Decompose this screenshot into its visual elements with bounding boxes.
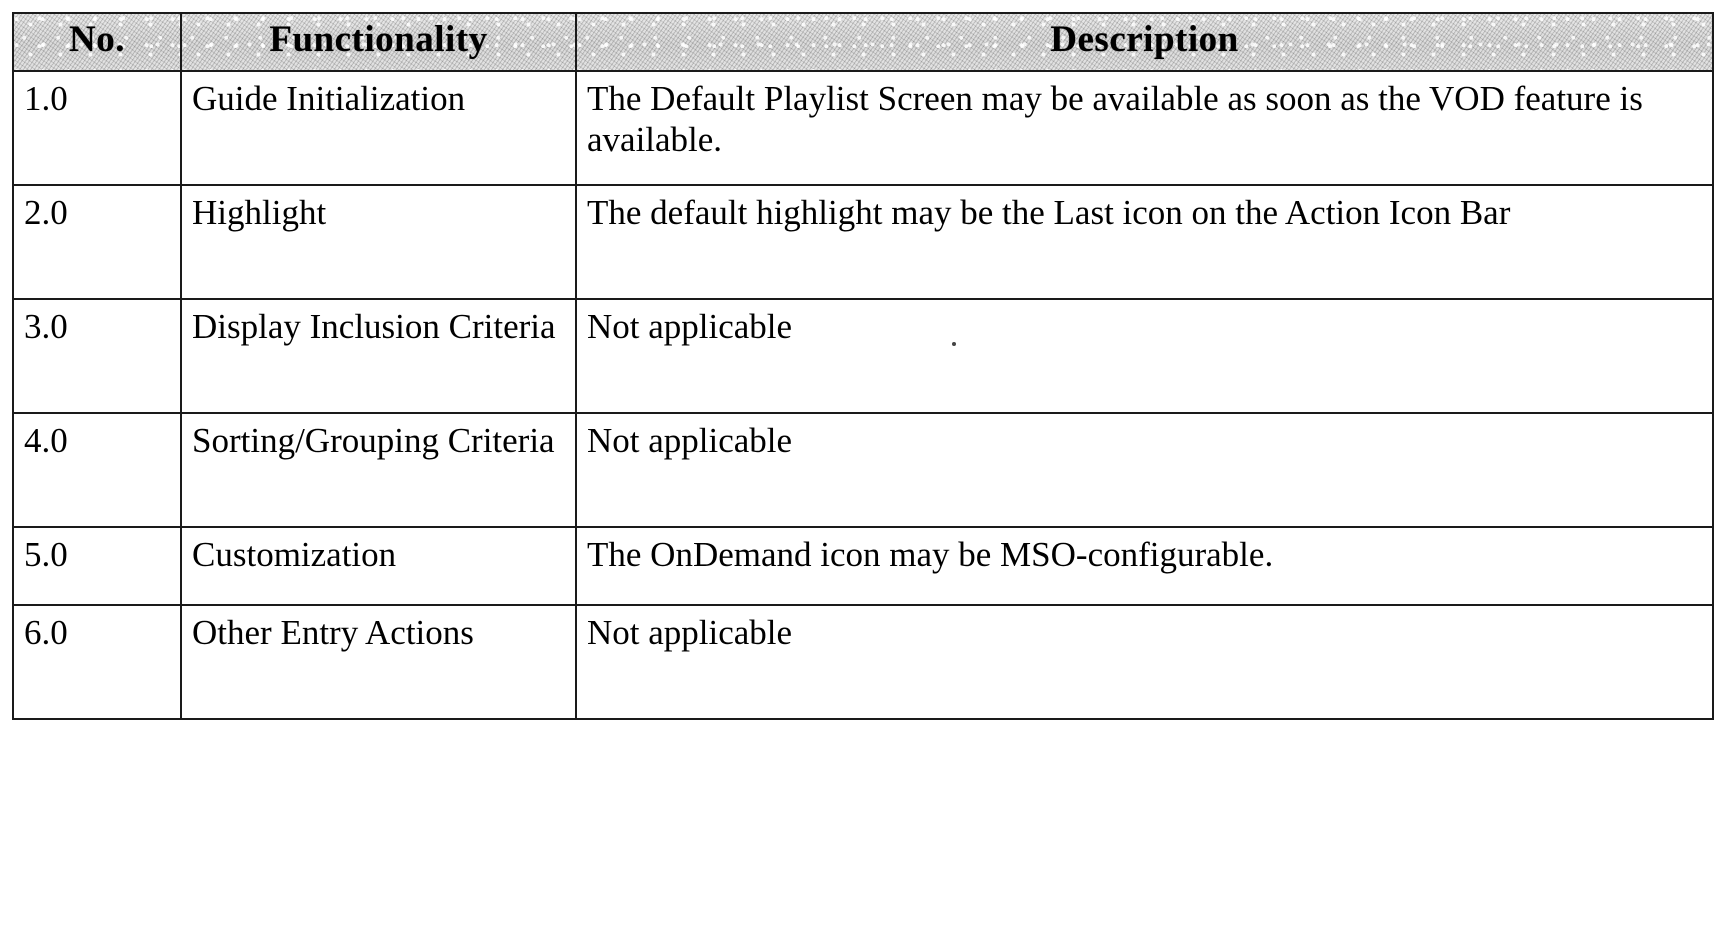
cell-functionality: Highlight [181, 185, 576, 299]
cell-no: 4.0 [13, 413, 181, 527]
column-header-no: No. [13, 13, 181, 71]
cell-functionality: Sorting/Grouping Criteria [181, 413, 576, 527]
table-row [13, 299, 1713, 413]
cell-functionality: Guide Initialization [181, 71, 576, 185]
cell-no: 1.0 [13, 71, 181, 185]
column-header-functionality: Functionality [181, 13, 576, 71]
table-header [13, 13, 1713, 71]
cell-description: Not applicable [576, 605, 1713, 719]
cell-no: 5.0 [13, 527, 181, 605]
column-header-description: Description [576, 13, 1713, 71]
table-row [13, 413, 1713, 527]
table-row [13, 605, 1713, 719]
table-header-row [13, 13, 1713, 71]
functionality-description-table [12, 12, 1714, 720]
table-row [13, 185, 1713, 299]
cell-description: Not applicable [576, 413, 1713, 527]
cell-description: The default highlight may be the Last icon on the Action Icon Bar [576, 185, 1713, 299]
cell-description: The OnDemand icon may be MSO-configurable. [576, 527, 1713, 605]
scan-artifact-dot [952, 342, 956, 346]
table-row [13, 527, 1713, 605]
cell-no: 6.0 [13, 605, 181, 719]
table-row [13, 71, 1713, 185]
cell-description [576, 299, 1713, 413]
cell-functionality: Customization [181, 527, 576, 605]
cell-description-text: Not applicable [587, 306, 793, 346]
cell-functionality: Display Inclusion Criteria [181, 299, 576, 413]
cell-description: The Default Playlist Screen may be available as soon as the VOD feature is available. [576, 71, 1713, 185]
cell-no: 2.0 [13, 185, 181, 299]
table-body [13, 71, 1713, 719]
cell-functionality: Other Entry Actions [181, 605, 576, 719]
cell-no: 3.0 [13, 299, 181, 413]
